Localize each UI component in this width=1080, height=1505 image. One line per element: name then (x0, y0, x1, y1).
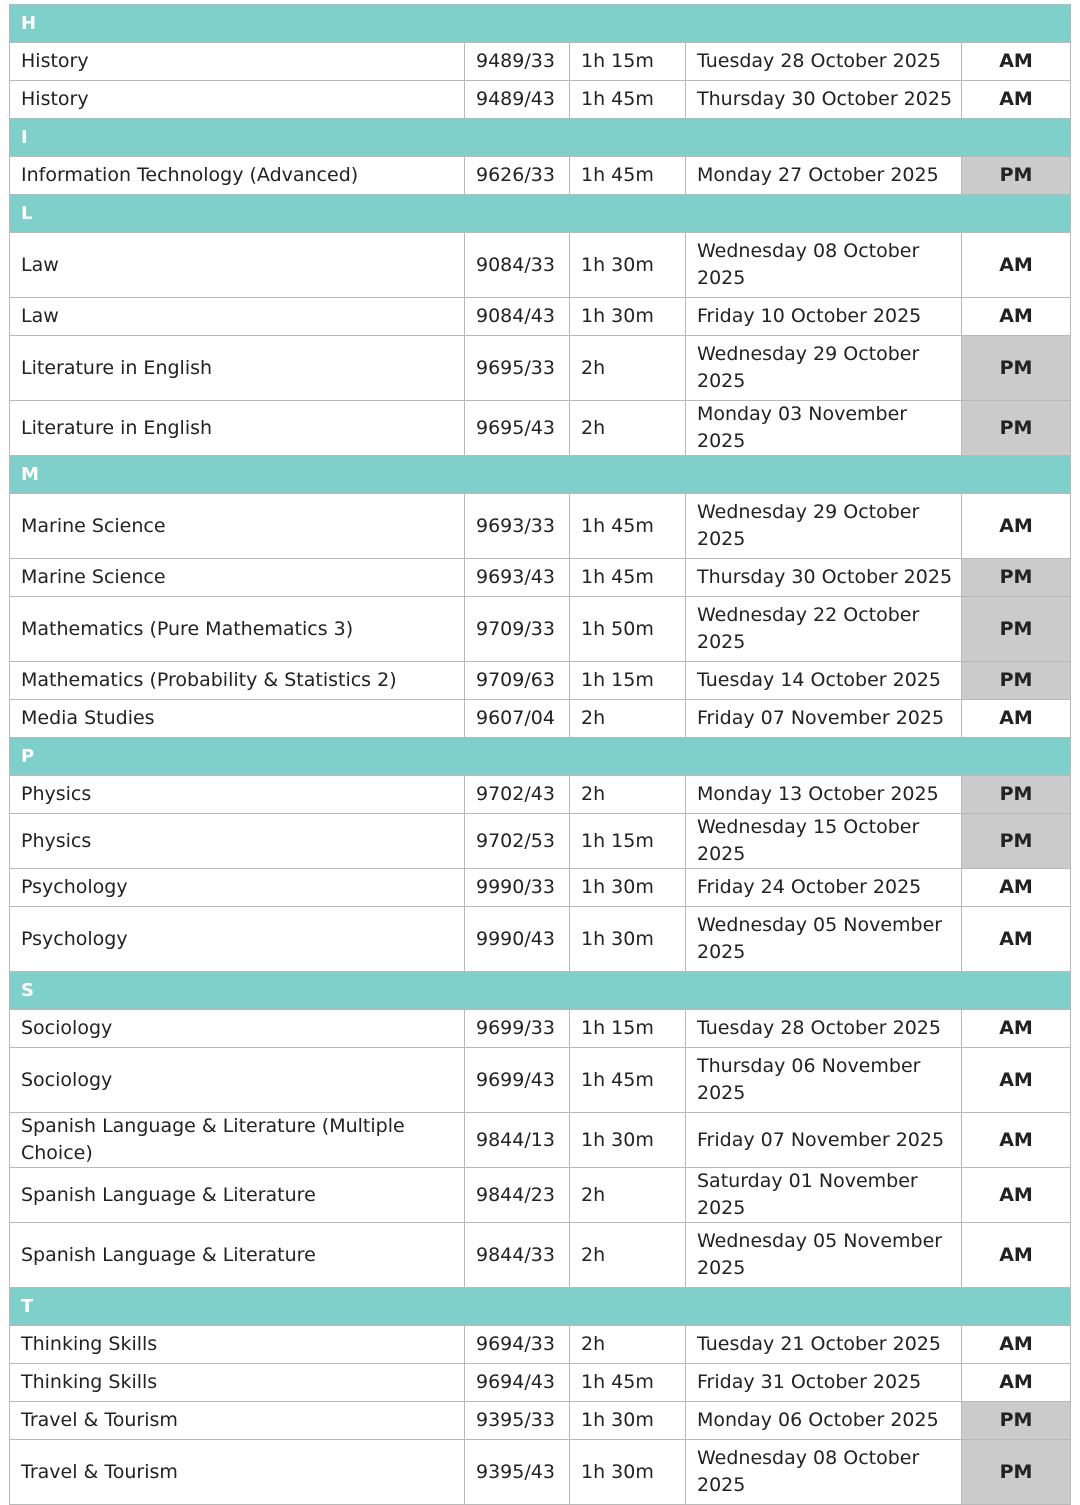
table-row (10, 81, 1071, 119)
session-cell: AM (962, 1010, 1071, 1048)
duration-cell: 1h 30m (570, 907, 686, 972)
section-letter: M (10, 456, 1071, 494)
duration-cell: 1h 15m (570, 43, 686, 81)
date-cell: Wednesday 08 October 2025 (686, 233, 962, 298)
code-cell: 9990/43 (465, 907, 570, 972)
date-cell: Wednesday 08 October 2025 (686, 1440, 962, 1505)
date-cell: Friday 07 November 2025 (686, 700, 962, 738)
subject-cell: Law (10, 233, 465, 298)
session-cell: AM (962, 1364, 1071, 1402)
date-cell: Wednesday 15 October 2025 (686, 814, 962, 869)
duration-cell: 1h 30m (570, 233, 686, 298)
session-cell: AM (962, 1048, 1071, 1113)
code-cell: 9489/43 (465, 81, 570, 119)
code-cell: 9607/04 (465, 700, 570, 738)
session-cell: AM (962, 1223, 1071, 1288)
date-cell: Tuesday 28 October 2025 (686, 1010, 962, 1048)
duration-cell: 1h 45m (570, 157, 686, 195)
code-cell: 9844/23 (465, 1168, 570, 1223)
session-cell: AM (962, 1113, 1071, 1168)
subject-cell: Sociology (10, 1048, 465, 1113)
code-cell: 9709/33 (465, 597, 570, 662)
subject-cell: Marine Science (10, 559, 465, 597)
table-row (10, 559, 1071, 597)
subject-cell: Psychology (10, 869, 465, 907)
code-cell: 9694/43 (465, 1364, 570, 1402)
subject-cell: Mathematics (Pure Mathematics 3) (10, 597, 465, 662)
section-letter: T (10, 1288, 1071, 1326)
date-cell: Tuesday 14 October 2025 (686, 662, 962, 700)
session-cell: PM (962, 401, 1071, 456)
session-cell: PM (962, 1402, 1071, 1440)
session-cell: PM (962, 776, 1071, 814)
subject-cell: Marine Science (10, 494, 465, 559)
duration-cell: 1h 45m (570, 1048, 686, 1113)
date-cell: Friday 24 October 2025 (686, 869, 962, 907)
duration-cell: 1h 45m (570, 559, 686, 597)
session-cell: AM (962, 233, 1071, 298)
table-row (10, 233, 1071, 298)
date-cell: Thursday 06 November 2025 (686, 1048, 962, 1113)
timetable-body (10, 5, 1071, 1505)
session-cell: AM (962, 81, 1071, 119)
table-row (10, 1168, 1071, 1223)
duration-cell: 1h 30m (570, 869, 686, 907)
date-cell: Tuesday 21 October 2025 (686, 1326, 962, 1364)
table-row (10, 43, 1071, 81)
code-cell: 9693/33 (465, 494, 570, 559)
code-cell: 9709/63 (465, 662, 570, 700)
table-row (10, 401, 1071, 456)
session-cell: AM (962, 1168, 1071, 1223)
table-row (10, 1364, 1071, 1402)
subject-cell: Sociology (10, 1010, 465, 1048)
table-row (10, 336, 1071, 401)
duration-cell: 1h 45m (570, 494, 686, 559)
section-letter: H (10, 5, 1071, 43)
subject-cell: Spanish Language & Literature (Multiple Choice) (10, 1113, 465, 1168)
date-cell: Wednesday 29 October 2025 (686, 494, 962, 559)
duration-cell: 1h 15m (570, 662, 686, 700)
duration-cell: 1h 45m (570, 81, 686, 119)
session-cell: AM (962, 700, 1071, 738)
subject-cell: Law (10, 298, 465, 336)
subject-cell: Information Technology (Advanced) (10, 157, 465, 195)
table-row (10, 869, 1071, 907)
session-cell: PM (962, 662, 1071, 700)
code-cell: 9693/43 (465, 559, 570, 597)
code-cell: 9694/33 (465, 1326, 570, 1364)
code-cell: 9844/33 (465, 1223, 570, 1288)
date-cell: Wednesday 22 October 2025 (686, 597, 962, 662)
code-cell: 9395/43 (465, 1440, 570, 1505)
subject-cell: Mathematics (Probability & Statistics 2) (10, 662, 465, 700)
table-row (10, 907, 1071, 972)
date-cell: Friday 07 November 2025 (686, 1113, 962, 1168)
table-row (10, 1048, 1071, 1113)
subject-cell: Spanish Language & Literature (10, 1168, 465, 1223)
duration-cell: 2h (570, 336, 686, 401)
subject-cell: Physics (10, 814, 465, 869)
timetable-table (9, 4, 1071, 1505)
session-cell: PM (962, 814, 1071, 869)
subject-cell: Thinking Skills (10, 1326, 465, 1364)
subject-cell: Literature in English (10, 336, 465, 401)
date-cell: Wednesday 05 November 2025 (686, 1223, 962, 1288)
table-row (10, 814, 1071, 869)
section-letter: S (10, 972, 1071, 1010)
subject-cell: Thinking Skills (10, 1364, 465, 1402)
subject-cell: Travel & Tourism (10, 1402, 465, 1440)
section-header (10, 972, 1071, 1010)
table-row (10, 700, 1071, 738)
session-cell: AM (962, 1326, 1071, 1364)
session-cell: AM (962, 907, 1071, 972)
date-cell: Tuesday 28 October 2025 (686, 43, 962, 81)
duration-cell: 2h (570, 1326, 686, 1364)
section-header (10, 456, 1071, 494)
session-cell: PM (962, 559, 1071, 597)
session-cell: PM (962, 336, 1071, 401)
session-cell: AM (962, 494, 1071, 559)
section-letter: P (10, 738, 1071, 776)
code-cell: 9084/43 (465, 298, 570, 336)
table-row (10, 1113, 1071, 1168)
subject-cell: Literature in English (10, 401, 465, 456)
date-cell: Friday 31 October 2025 (686, 1364, 962, 1402)
duration-cell: 1h 50m (570, 597, 686, 662)
session-cell: PM (962, 597, 1071, 662)
code-cell: 9395/33 (465, 1402, 570, 1440)
subject-cell: Spanish Language & Literature (10, 1223, 465, 1288)
duration-cell: 1h 30m (570, 1402, 686, 1440)
duration-cell: 2h (570, 776, 686, 814)
section-header (10, 5, 1071, 43)
table-row (10, 776, 1071, 814)
table-row (10, 157, 1071, 195)
date-cell: Monday 13 October 2025 (686, 776, 962, 814)
table-row (10, 1402, 1071, 1440)
code-cell: 9695/43 (465, 401, 570, 456)
duration-cell: 1h 30m (570, 298, 686, 336)
date-cell: Friday 10 October 2025 (686, 298, 962, 336)
subject-cell: Physics (10, 776, 465, 814)
code-cell: 9489/33 (465, 43, 570, 81)
date-cell: Wednesday 29 October 2025 (686, 336, 962, 401)
duration-cell: 2h (570, 1223, 686, 1288)
table-row (10, 1440, 1071, 1505)
session-cell: AM (962, 869, 1071, 907)
duration-cell: 1h 15m (570, 1010, 686, 1048)
code-cell: 9626/33 (465, 157, 570, 195)
section-header (10, 119, 1071, 157)
session-cell: PM (962, 157, 1071, 195)
section-header (10, 1288, 1071, 1326)
duration-cell: 2h (570, 1168, 686, 1223)
session-cell: AM (962, 298, 1071, 336)
code-cell: 9844/13 (465, 1113, 570, 1168)
date-cell: Thursday 30 October 2025 (686, 559, 962, 597)
table-row (10, 1010, 1071, 1048)
date-cell: Monday 06 October 2025 (686, 1402, 962, 1440)
table-row (10, 1326, 1071, 1364)
subject-cell: Media Studies (10, 700, 465, 738)
duration-cell: 2h (570, 700, 686, 738)
exam-timetable (9, 4, 1070, 1505)
table-row (10, 597, 1071, 662)
duration-cell: 1h 30m (570, 1440, 686, 1505)
session-cell: AM (962, 43, 1071, 81)
table-row (10, 298, 1071, 336)
code-cell: 9702/53 (465, 814, 570, 869)
subject-cell: History (10, 81, 465, 119)
subject-cell: History (10, 43, 465, 81)
table-row (10, 494, 1071, 559)
section-header (10, 195, 1071, 233)
duration-cell: 2h (570, 401, 686, 456)
duration-cell: 1h 15m (570, 814, 686, 869)
code-cell: 9990/33 (465, 869, 570, 907)
duration-cell: 1h 45m (570, 1364, 686, 1402)
date-cell: Thursday 30 October 2025 (686, 81, 962, 119)
duration-cell: 1h 30m (570, 1113, 686, 1168)
subject-cell: Psychology (10, 907, 465, 972)
code-cell: 9695/33 (465, 336, 570, 401)
date-cell: Monday 27 October 2025 (686, 157, 962, 195)
section-letter: I (10, 119, 1071, 157)
code-cell: 9084/33 (465, 233, 570, 298)
code-cell: 9702/43 (465, 776, 570, 814)
date-cell: Monday 03 November 2025 (686, 401, 962, 456)
session-cell: PM (962, 1440, 1071, 1505)
table-row (10, 1223, 1071, 1288)
code-cell: 9699/43 (465, 1048, 570, 1113)
date-cell: Wednesday 05 November 2025 (686, 907, 962, 972)
subject-cell: Travel & Tourism (10, 1440, 465, 1505)
code-cell: 9699/33 (465, 1010, 570, 1048)
section-letter: L (10, 195, 1071, 233)
section-header (10, 738, 1071, 776)
table-row (10, 662, 1071, 700)
date-cell: Saturday 01 November 2025 (686, 1168, 962, 1223)
